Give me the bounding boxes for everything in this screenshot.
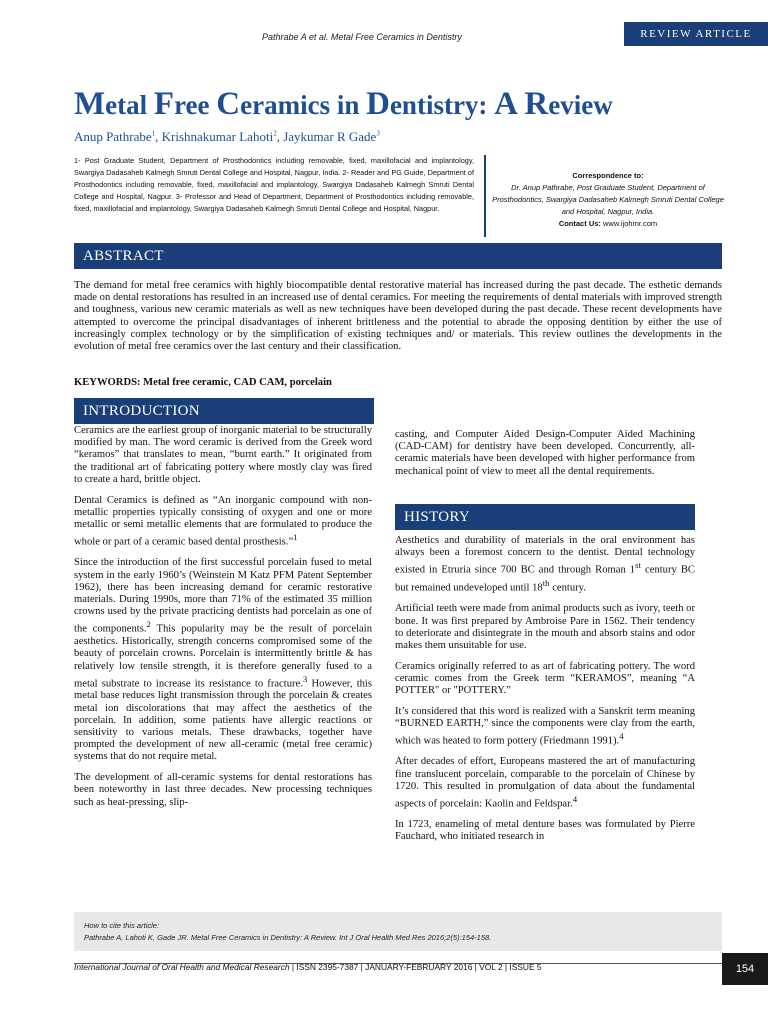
journal-name: International Journal of Oral Health and Medical Research bbox=[74, 962, 290, 972]
article-title bbox=[74, 86, 613, 123]
text-run: This popularity may be the result of porcelain aesthetics. Historically, strength concerns compromised some of the beauty of porcelain crowns. Porcelain is intermittently brittle & has relatively low tensile strength, it is therefore generally fused to a metal substrate to increase its resistance to fracture. bbox=[74, 623, 373, 690]
paragraph: In 1723, enameling of metal denture bases was formulated by Pierre Fauchard, who initiated research in bbox=[395, 819, 695, 843]
page-number: 154 bbox=[722, 953, 768, 985]
paragraph bbox=[395, 535, 695, 595]
history-heading: HISTORY bbox=[395, 504, 695, 530]
citation-ref: 2 bbox=[146, 619, 151, 630]
paragraph: casting, and Computer Aided Design-Computer Aided Machining (CAD-CAM) for dentistry have been developed. Concurrently, all-ceramic materials have been developed with higher performance from mechanical point of view to meet all the dental requirements. bbox=[395, 429, 695, 477]
text-run: century. bbox=[549, 582, 586, 594]
author-name: , Jaykumar R Gade bbox=[276, 129, 377, 144]
history-column bbox=[395, 535, 695, 852]
paragraph: Ceramics are the earliest group of inorganic material to be structurally modified by man. The word ceramic is derived from the Greek word “keramos” that translates to mean, “burnt earth.” It originated from the traditional art of fabricating pottery where mostly clay was fired to create a hard, brittle object. bbox=[74, 425, 372, 485]
introduction-heading: INTRODUCTION bbox=[74, 398, 374, 424]
divider bbox=[484, 155, 486, 237]
title-part: D bbox=[366, 86, 390, 122]
author-affil-mark: 1 bbox=[151, 129, 156, 138]
title-part: A R bbox=[494, 86, 549, 122]
citation-box bbox=[74, 912, 722, 951]
citation-ref: 4 bbox=[619, 731, 624, 742]
article-type-badge: REVIEW ARTICLE bbox=[624, 22, 768, 46]
ordinal-suffix: th bbox=[542, 578, 550, 589]
introduction-continued bbox=[395, 429, 695, 486]
author-affil-mark: 2 bbox=[273, 129, 277, 138]
title-part: ree bbox=[174, 90, 217, 120]
citation-label: How to cite this article: bbox=[84, 921, 160, 930]
paragraph bbox=[74, 495, 372, 549]
correspondence-body: Dr. Anup Pathrabe, Post Graduate Student, Department of Prosthodontics, Swargiya Dadasaheb Kalmegh Smruti Dental College and Hospital, Nagpur, India. bbox=[492, 183, 724, 216]
citation-text: Pathrabe A, Lahoti K, Gade JR. Metal Free Ceramics in Dentistry: A Review. Int J Oral Health Med Res 2016;2(5):154-158. bbox=[84, 933, 492, 942]
contact-line bbox=[488, 218, 728, 230]
ordinal-suffix: st bbox=[635, 560, 641, 571]
paragraph bbox=[74, 557, 372, 763]
title-part: F bbox=[153, 86, 175, 122]
text-run: Dental Ceramics is defined as “An inorganic compound with non-metallic properties typically consisting of oxygen and one or more metallic or semi metallic elements that are formulated to produce the whole or part of a ceramic based dental prosthesis.” bbox=[74, 494, 372, 548]
text-run: After decades of effort, Europeans mastered the art of manufacturing fine translucent porcelain, comparable to the porcelain of Chinese by 1720. This resulted in promulgation of data about the fundamental aspects of porcelain: Kaolin and Feldspar. bbox=[395, 756, 695, 810]
author-name: Anup Pathrabe bbox=[74, 129, 152, 144]
paragraph bbox=[395, 706, 695, 748]
title-part: M bbox=[74, 86, 106, 122]
text-run: However, this metal base reduces light transmission through the porcelain & creates metal ion discolorations that may affect the aesthetics of the porcelain. In addition, some patients have allergic reactions or sensitivity to various metals. These drawbacks, together have prompted the development of new all-ceramic (metal free ceramic) systems that do not require metal. bbox=[74, 678, 373, 763]
issue-details: | ISSN 2395-7387 | JANUARY-FEBRUARY 2016 | VOL 2 | ISSUE 5 bbox=[289, 962, 542, 972]
author-list bbox=[74, 129, 380, 145]
abstract-heading: ABSTRACT bbox=[74, 243, 722, 269]
title-part: eramics in bbox=[240, 90, 367, 120]
title-part: C bbox=[216, 86, 241, 122]
page-footer bbox=[74, 962, 542, 972]
title-part: entistry: bbox=[389, 90, 495, 120]
paragraph bbox=[395, 756, 695, 810]
keywords: KEYWORDS: Metal free ceramic, CAD CAM, porcelain bbox=[74, 377, 332, 388]
correspondence-label: Correspondence to: bbox=[572, 171, 644, 180]
affiliations: 1- Post Graduate Student, Department of Prosthodontics including removable, fixed, maxillofacial and implantology, Swargiya Dadasaheb Kalmegh Smruti Dental College and Hospital, Nagpur, India. 2- Reader and PG Guide, Department of Prosthodontics including removable, fixed, maxillofacial and implantology, Swargiya Dadasaheb Kalmegh Smruti Dental College and Hospital, Nagpur. 3- Professor and Head of Department, Department of Prosthodontics including removable, fixed, maxillofacial and implantology, Swargiya Dadasaheb Kalmegh Smruti Dental College and Hospital, Nagpur. bbox=[74, 156, 474, 213]
title-part: etal bbox=[105, 90, 154, 120]
paragraph: Artificial teeth were made from animal products such as ivory, teeth or bone. It was first prepared by Ambroise Pare in 1562. Their tendency to deteriorate and disintegrate in the mouth and absorb stains and odor makes them unsuitable for use. bbox=[395, 603, 695, 651]
running-head: Pathrabe A et al. Metal Free Ceramics in Dentistry bbox=[262, 32, 462, 42]
author-name: , Krishnakumar Lahoti bbox=[155, 129, 274, 144]
abstract-text: The demand for metal free ceramics with highly biocompatible dental restorative material has increased during the past decade. The esthetic demands made on dental restorations has resulted in an increased use of dental ceramics. For meeting the requirements of dental materials with improved strength and toughness, various new ceramic materials as well as new techniques have been developed during the past decade. These recent developments have attempted to overcome the principal disadvantages of inherent brittleness and the potential to abrade the opposing dentition by either the use of increasingly complex technology or by the simplification of existing techniques and/ or materials. This review outlines the developments in the evolution of metal free ceramics over the last century and their classification. bbox=[74, 280, 722, 353]
contact-link[interactable]: www.ijohmr.com bbox=[600, 219, 658, 228]
introduction-column bbox=[74, 425, 372, 817]
text-run: century BC but remained undeveloped until 18 bbox=[395, 564, 695, 594]
text-run: Since the introduction of the first successful porcelain fused to metal system in the early 1960’s (Weinstein M Katz PFM Patent September 1962), there has been increasing demand for ceramic restorative materials. During 1990s, more than 71% of the estimated 35 million crowns used by the private practicing dentists had porcelain as one of the components. bbox=[74, 557, 372, 635]
correspondence-block bbox=[488, 170, 728, 230]
paragraph: Ceramics originally referred to as art of fabricating pottery. The word ceramic comes from the Greek term “KERAMOS”, meaning “A POTTER" or "POTTERY.” bbox=[395, 660, 695, 697]
author-affil-mark: 3 bbox=[376, 129, 380, 138]
title-part: eview bbox=[548, 90, 613, 120]
citation-ref: 4 bbox=[572, 794, 578, 805]
paragraph: The development of all-ceramic systems for dental restorations has been noteworthy in last three decades. New processing techniques such as heat-pressing, slip- bbox=[74, 772, 372, 808]
text-run: Aesthetics and durability of materials in the oral environment has always been a foremost concern to the dentist. Dental technology existed in Etruria since 700 BC and through Roman 1 bbox=[395, 535, 695, 576]
citation-ref: 1 bbox=[293, 532, 298, 543]
citation-ref: 3 bbox=[302, 673, 308, 684]
text-run: It’s considered that this word is realized with a Sanskrit term meaning “BURNED EARTH,” since the components were clay from the earth, which was heated to form pottery (Friedmann 1991). bbox=[395, 705, 695, 747]
contact-label: Contact Us: bbox=[558, 219, 601, 228]
